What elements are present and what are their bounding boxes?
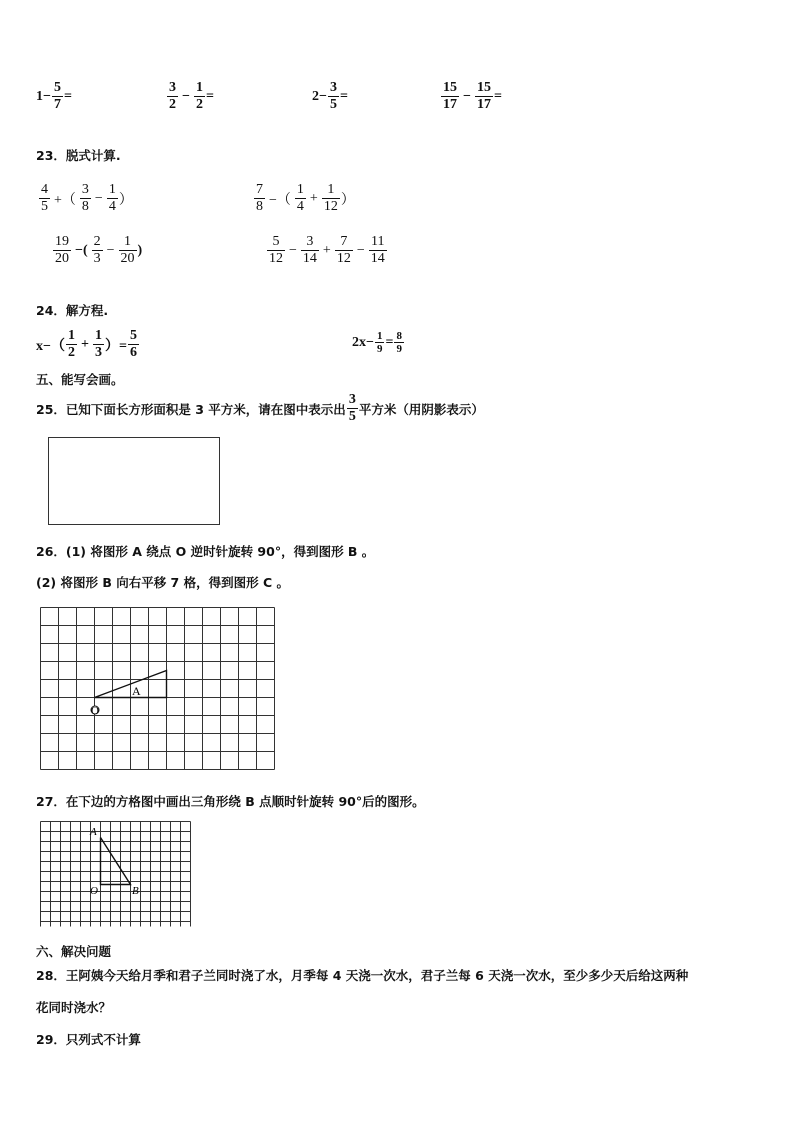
numerator: 15 — [443, 80, 457, 95]
numerator: 3 — [329, 80, 337, 95]
numerator: 5 — [272, 234, 280, 249]
numerator: 3 — [81, 182, 89, 197]
numerator: 8 — [396, 330, 402, 342]
denominator: 17 — [476, 97, 491, 112]
operator: +（ — [54, 192, 76, 208]
label-A: A — [132, 684, 141, 698]
denominator: 17 — [443, 97, 457, 112]
fraction — [119, 234, 137, 267]
denominator: 6 — [129, 345, 137, 360]
operator: + — [80, 336, 89, 352]
q26-grid[interactable] — [40, 607, 276, 773]
denominator: 8 — [81, 199, 89, 214]
paren: ） — [118, 192, 133, 208]
operator: − — [182, 88, 190, 104]
numerator: 7 — [340, 234, 348, 249]
q24-equation-a — [36, 328, 140, 361]
denominator: 14 — [370, 251, 385, 266]
fraction — [335, 234, 353, 267]
denominator: 5 — [348, 409, 356, 424]
denominator: 4 — [296, 199, 304, 214]
fraction — [254, 182, 265, 215]
denominator: 20 — [55, 251, 69, 266]
numerator: 3 — [169, 80, 176, 95]
fraction — [167, 80, 178, 113]
fraction — [347, 392, 358, 425]
fraction — [93, 328, 104, 361]
denominator: 7 — [53, 97, 61, 112]
equals-sign: = — [493, 88, 502, 104]
denominator: 12 — [336, 251, 351, 266]
section-6-heading: 六、解决问题 — [36, 944, 112, 959]
numerator: 1 — [327, 182, 335, 197]
paren: ） — [340, 192, 355, 208]
numerator: 1 — [376, 330, 383, 342]
paren: ）= — [104, 338, 127, 354]
q28-line-2: 花同时浇水？ — [36, 1000, 112, 1015]
operator: − — [463, 88, 471, 104]
expr-text: 2x− — [352, 334, 374, 350]
expr-1-minus-5-7 — [36, 80, 72, 113]
q23-title: 23．脱式计算. — [36, 148, 121, 163]
q26-line-1: 26．(1) 将图形 A 绕点 O 逆时针旋转 90°，得到图形 B 。 — [36, 544, 375, 559]
denominator: 2 — [67, 345, 75, 360]
expr-text: 1− — [36, 88, 51, 104]
numerator: 7 — [256, 182, 263, 197]
numerator: 4 — [41, 182, 48, 197]
fraction — [475, 80, 493, 113]
q25-text: 25．已知下面长方形面积是 3 平方米，请在图中表示出 — [36, 401, 346, 417]
fraction — [394, 330, 404, 355]
equals-sign: = — [385, 334, 394, 350]
equals-sign: = — [339, 88, 348, 104]
denominator: 4 — [108, 199, 116, 214]
fraction — [194, 80, 205, 113]
label-O: O — [90, 885, 98, 897]
q29-heading: 29．只列式不计算 — [36, 1032, 141, 1047]
expr-3-2-minus-1-2 — [166, 80, 214, 113]
fraction — [295, 182, 306, 215]
fraction — [53, 234, 71, 267]
numerator: 1 — [124, 234, 132, 249]
fraction — [52, 80, 63, 113]
operator: −（ — [269, 192, 291, 208]
fraction — [80, 182, 91, 215]
denominator: 12 — [323, 199, 338, 214]
numerator: 1 — [67, 328, 75, 343]
numerator: 2 — [93, 234, 101, 249]
q23-expr-a — [38, 182, 133, 215]
expr-text: 2− — [312, 88, 327, 104]
numerator: 15 — [476, 80, 491, 95]
operator: + — [322, 242, 331, 258]
q25-question — [36, 392, 484, 425]
q25-text: 平方米（用阴影表示） — [358, 401, 484, 417]
fraction — [322, 182, 340, 215]
q23-expr-b — [253, 182, 355, 215]
expr-2-minus-3-5 — [312, 80, 348, 113]
operator: − — [356, 242, 365, 258]
paren: ) — [137, 242, 143, 258]
operator: − — [94, 190, 103, 206]
numerator: 11 — [370, 234, 385, 249]
fraction — [66, 328, 77, 361]
numerator: 5 — [129, 328, 137, 343]
fraction — [328, 80, 339, 113]
fraction — [128, 328, 139, 361]
denominator: 2 — [195, 97, 203, 112]
operator: + — [309, 190, 318, 206]
denominator: 8 — [256, 199, 263, 214]
q27-grid[interactable] — [40, 821, 193, 930]
q27-question: 27．在下边的方格图中画出三角形绕 B 点顺时针旋转 90°后的图形。 — [36, 794, 425, 809]
denominator: 20 — [120, 251, 135, 266]
q23-expr-c — [52, 234, 142, 267]
denominator: 5 — [329, 97, 337, 112]
q24-title: 24．解方程. — [36, 303, 109, 318]
label-A: A — [90, 826, 97, 838]
fraction — [369, 234, 387, 267]
denominator: 14 — [302, 251, 317, 266]
q24-equation-b — [352, 330, 405, 355]
numerator: 3 — [306, 234, 314, 249]
numerator: 3 — [348, 392, 356, 407]
equals-sign: = — [63, 88, 72, 104]
q25-rectangle[interactable] — [48, 437, 220, 525]
fraction — [92, 234, 103, 267]
label-B: B — [132, 885, 139, 897]
denominator: 5 — [41, 199, 48, 214]
expr-text: x−（ — [36, 338, 65, 354]
numerator: 1 — [195, 80, 203, 95]
denominator: 3 — [94, 345, 102, 360]
fraction — [267, 234, 285, 267]
q26-line-2: (2) 将图形 B 向右平移 7 格，得到图形 C 。 — [36, 575, 289, 590]
operator: − — [289, 242, 297, 258]
fraction — [301, 234, 319, 267]
fraction — [107, 182, 118, 215]
denominator: 12 — [269, 251, 283, 266]
denominator: 9 — [396, 343, 402, 355]
numerator: 19 — [55, 234, 69, 249]
numerator: 1 — [296, 182, 304, 197]
section-5-heading: 五、能写会画。 — [36, 372, 124, 387]
denominator: 9 — [376, 343, 383, 355]
expr-15-17-minus-15-17 — [440, 80, 502, 113]
operator: −( — [75, 242, 88, 258]
fraction — [39, 182, 50, 215]
q28-line-1: 28．王阿姨今天给月季和君子兰同时浇了水，月季每 4 天浇一次水，君子兰每 6 天浇一次水，至少多少天后给这两种 — [36, 968, 689, 983]
denominator: 2 — [169, 97, 176, 112]
numerator: 1 — [108, 182, 116, 197]
label-O: O — [91, 705, 99, 717]
q23-expr-d — [266, 234, 388, 267]
denominator: 3 — [93, 251, 101, 266]
equals-sign: = — [205, 88, 214, 104]
operator: − — [106, 242, 115, 258]
fraction — [441, 80, 459, 113]
numerator: 1 — [94, 328, 102, 343]
fraction — [375, 330, 385, 355]
numerator: 5 — [53, 80, 61, 95]
